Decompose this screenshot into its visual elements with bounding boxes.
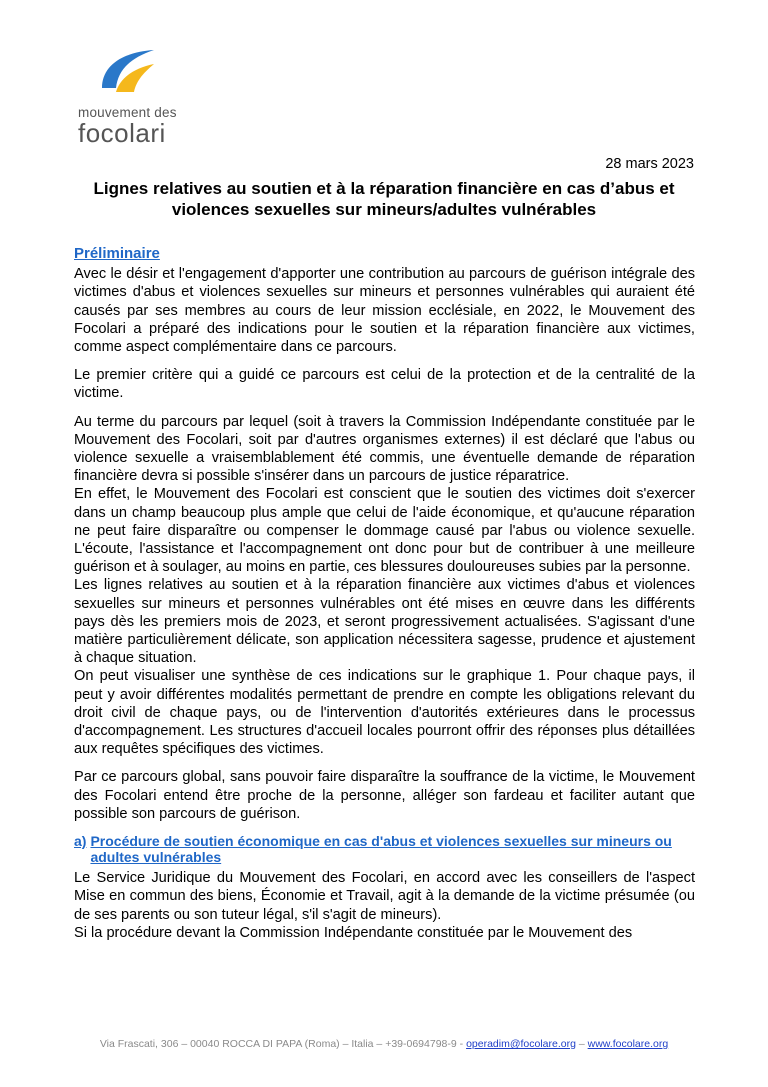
paragraph: Au terme du parcours par lequel (soit à travers la Commission Indépendante constituée par le Mouvement des Focolari, soit par d'autres organismes externes) il est déclaré que l'abus ou violence sexuelle a vraisemblablement été commis, une éventuelle demande de réparation financière devra si possible s'insérer dans un parcours de justice réparatrice. [74, 413, 695, 485]
footer-website-link[interactable]: www.focolare.org [587, 1038, 669, 1050]
paragraph: Avec le désir et l'engagement d'apporter une contribution au parcours de guérison intégrale des victimes d'abus et violences sexuelles sur mineurs et personnes vulnérables qui auraient été causés par ses membres au cours de leur mission ecclésiale, en 2022, le Mouvement des Focolari a préparé des indications pour le soutien et la réparation financière aux victimes, comme aspect complémentaire dans ce parcours. [74, 266, 695, 356]
document-title: Lignes relatives au soutien et à la réparation financière en cas d’abus et violences sexuelles sur mineurs/adultes vulnérables [93, 179, 675, 219]
paragraph: Les lignes relatives au soutien et à la réparation financière aux victimes d'abus et violences sexuelles sur mineurs et personnes vulnérables ont été mises en œuvre dans les différents pays dès les premiers mois de 2023, et seront progressivement actualisées. S'agissant d'une matière particulièrement délicate, son application nécessitera sagesse, prudence et ajustement à chaque situation. [74, 577, 695, 667]
footer-address: Via Frascati, 306 – 00040 ROCCA DI PAPA (Roma) – Italia – +39-0694798-9 - [99, 1038, 464, 1050]
paragraph: Par ce parcours global, sans pouvoir faire disparaître la souffrance de la victime, le Mouvement des Focolari entend être proche de la personne, alléger son fardeau et faciliter autant que possible son parcours de guérison. [74, 769, 695, 822]
heading-preliminaire: Préliminaire [74, 245, 160, 262]
document-date: 28 mars 2023 [605, 156, 694, 172]
paragraph: Le premier critère qui a guidé ce parcours est celui de la protection et de la centralité de la victime. [74, 367, 695, 402]
paragraph: Le Service Juridique du Mouvement des Focolari, en accord avec les conseillers de l'aspect Mise en commun des biens, Économie et Travail, agit à la demande de la victime présumée (ou de ses parents ou son tuteur légal, s'il s'agit de mineurs). [74, 870, 695, 923]
page-footer [0, 1038, 768, 1050]
section-a-number: a) [74, 833, 87, 850]
footer-separator: – [575, 1038, 588, 1050]
paragraph: En effet, le Mouvement des Focolari est conscient que le soutien des victimes doit s'exercer dans un champ beaucoup plus ample que celui de l'aide économique, et qu'aucune réparation ne peut faire disparaître ou compenser le dommage causé par l'abus ou violence sexuelle. L'écoute, l'assistance et l'accompagnement ont donc pour but de contribuer à une meilleure guérison et à soulager, au moins en partie, ces blessures douloureuses subies par la personne. [74, 486, 695, 576]
heading-section-a [74, 833, 695, 865]
section-a-title: Procédure de soutien économique en cas d'abus et violences sexuelles sur mineurs ou adultes vulnérables [90, 833, 672, 866]
document-body [74, 245, 695, 942]
logo-text-line2: focolari [78, 118, 166, 148]
focolari-logo [78, 48, 188, 148]
logo-text-line1: mouvement des [78, 105, 177, 120]
focolari-logo-icon [96, 48, 158, 98]
paragraph: On peut visualiser une synthèse de ces indications sur le graphique 1. Pour chaque pays, il peut y avoir différentes modalités permettant de prendre en compte les obligations relevant du droit civil de chaque pays, ou de l'intervention d'autorités extérieures dans le processus d'accompagnement. Les structures d'accueil locales pourront offrir des réponses plus détaillées aux requêtes spécifiques des victimes. [74, 668, 695, 758]
footer-email-link[interactable]: operadim@focolare.org [466, 1038, 576, 1050]
paragraph: Si la procédure devant la Commission Indépendante constituée par le Mouvement des [74, 924, 633, 941]
